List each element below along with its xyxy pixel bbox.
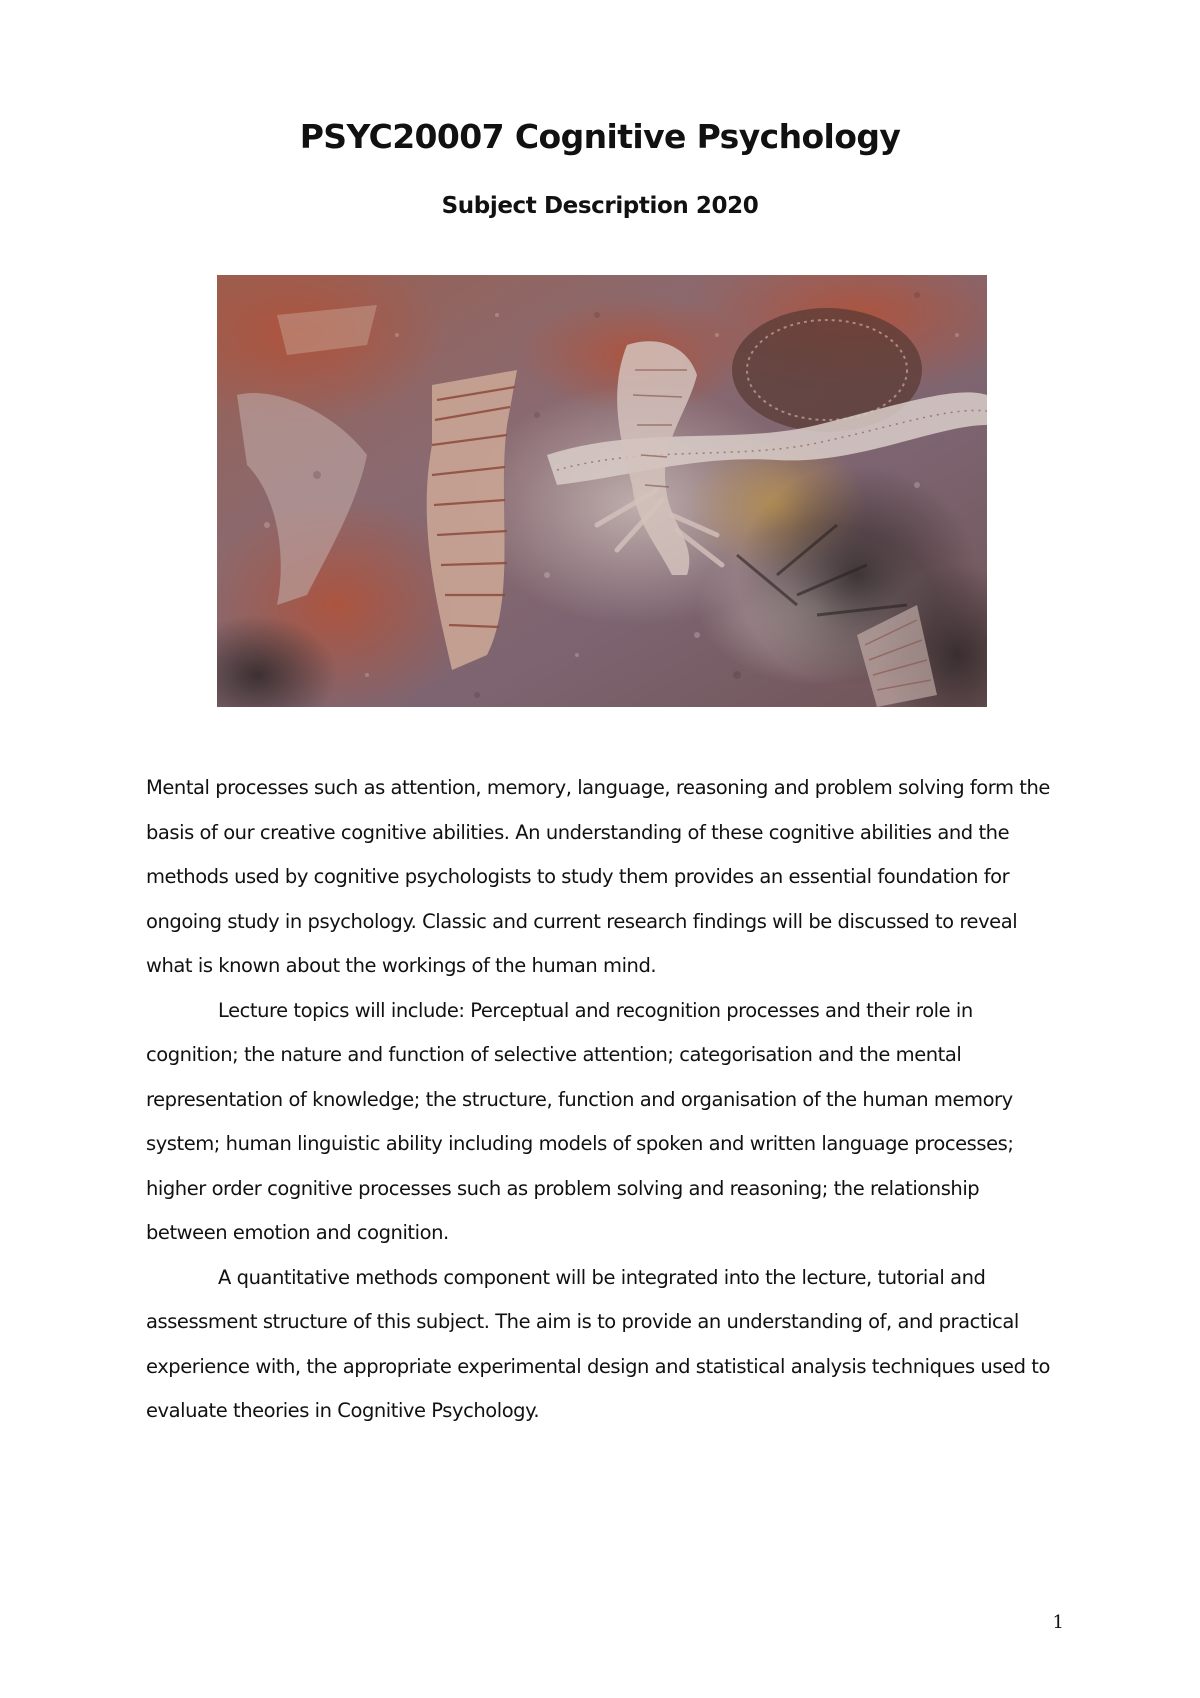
- rock-art-photo: [217, 275, 987, 707]
- page-subtitle: Subject Description 2020: [441, 193, 759, 219]
- paragraph-lecture-topics: Lecture topics will include: Perceptual and recognition processes and their role in cognition; the nature and function of selective attention; categorisation and the mental representation of knowledge; the structure, function and organisation of the human memory system; human linguistic ability including models of spoken and written language processes; higher order cognitive processes such as problem solving and reasoning; the relationship between emotion and cognition.: [146, 998, 1014, 1244]
- paragraph-quantitative-methods: A quantitative methods component will be integrated into the lecture, tutorial and assessment structure of this subject. The aim is to provide an understanding of, and practical experience with, the appropriate experimental design and statistical analysis techniques used to evaluate theories in Cognitive Psychology.: [146, 1265, 1050, 1422]
- page-number: 1: [1052, 1612, 1064, 1633]
- paragraph-intro: Mental processes such as attention, memory, language, reasoning and problem solving form the basis of our creative cognitive abilities. An understanding of these cognitive abilities and the methods used by cognitive psychologists to study them provides an essential foundation for ongoing study in psychology. Classic and current research findings will be discussed to reveal what is known about the workings of the human mind.: [146, 776, 1050, 977]
- page-title: PSYC20007 Cognitive Psychology: [299, 117, 901, 156]
- rock-art-illustration: [217, 275, 987, 707]
- subject-description: [146, 766, 1066, 1434]
